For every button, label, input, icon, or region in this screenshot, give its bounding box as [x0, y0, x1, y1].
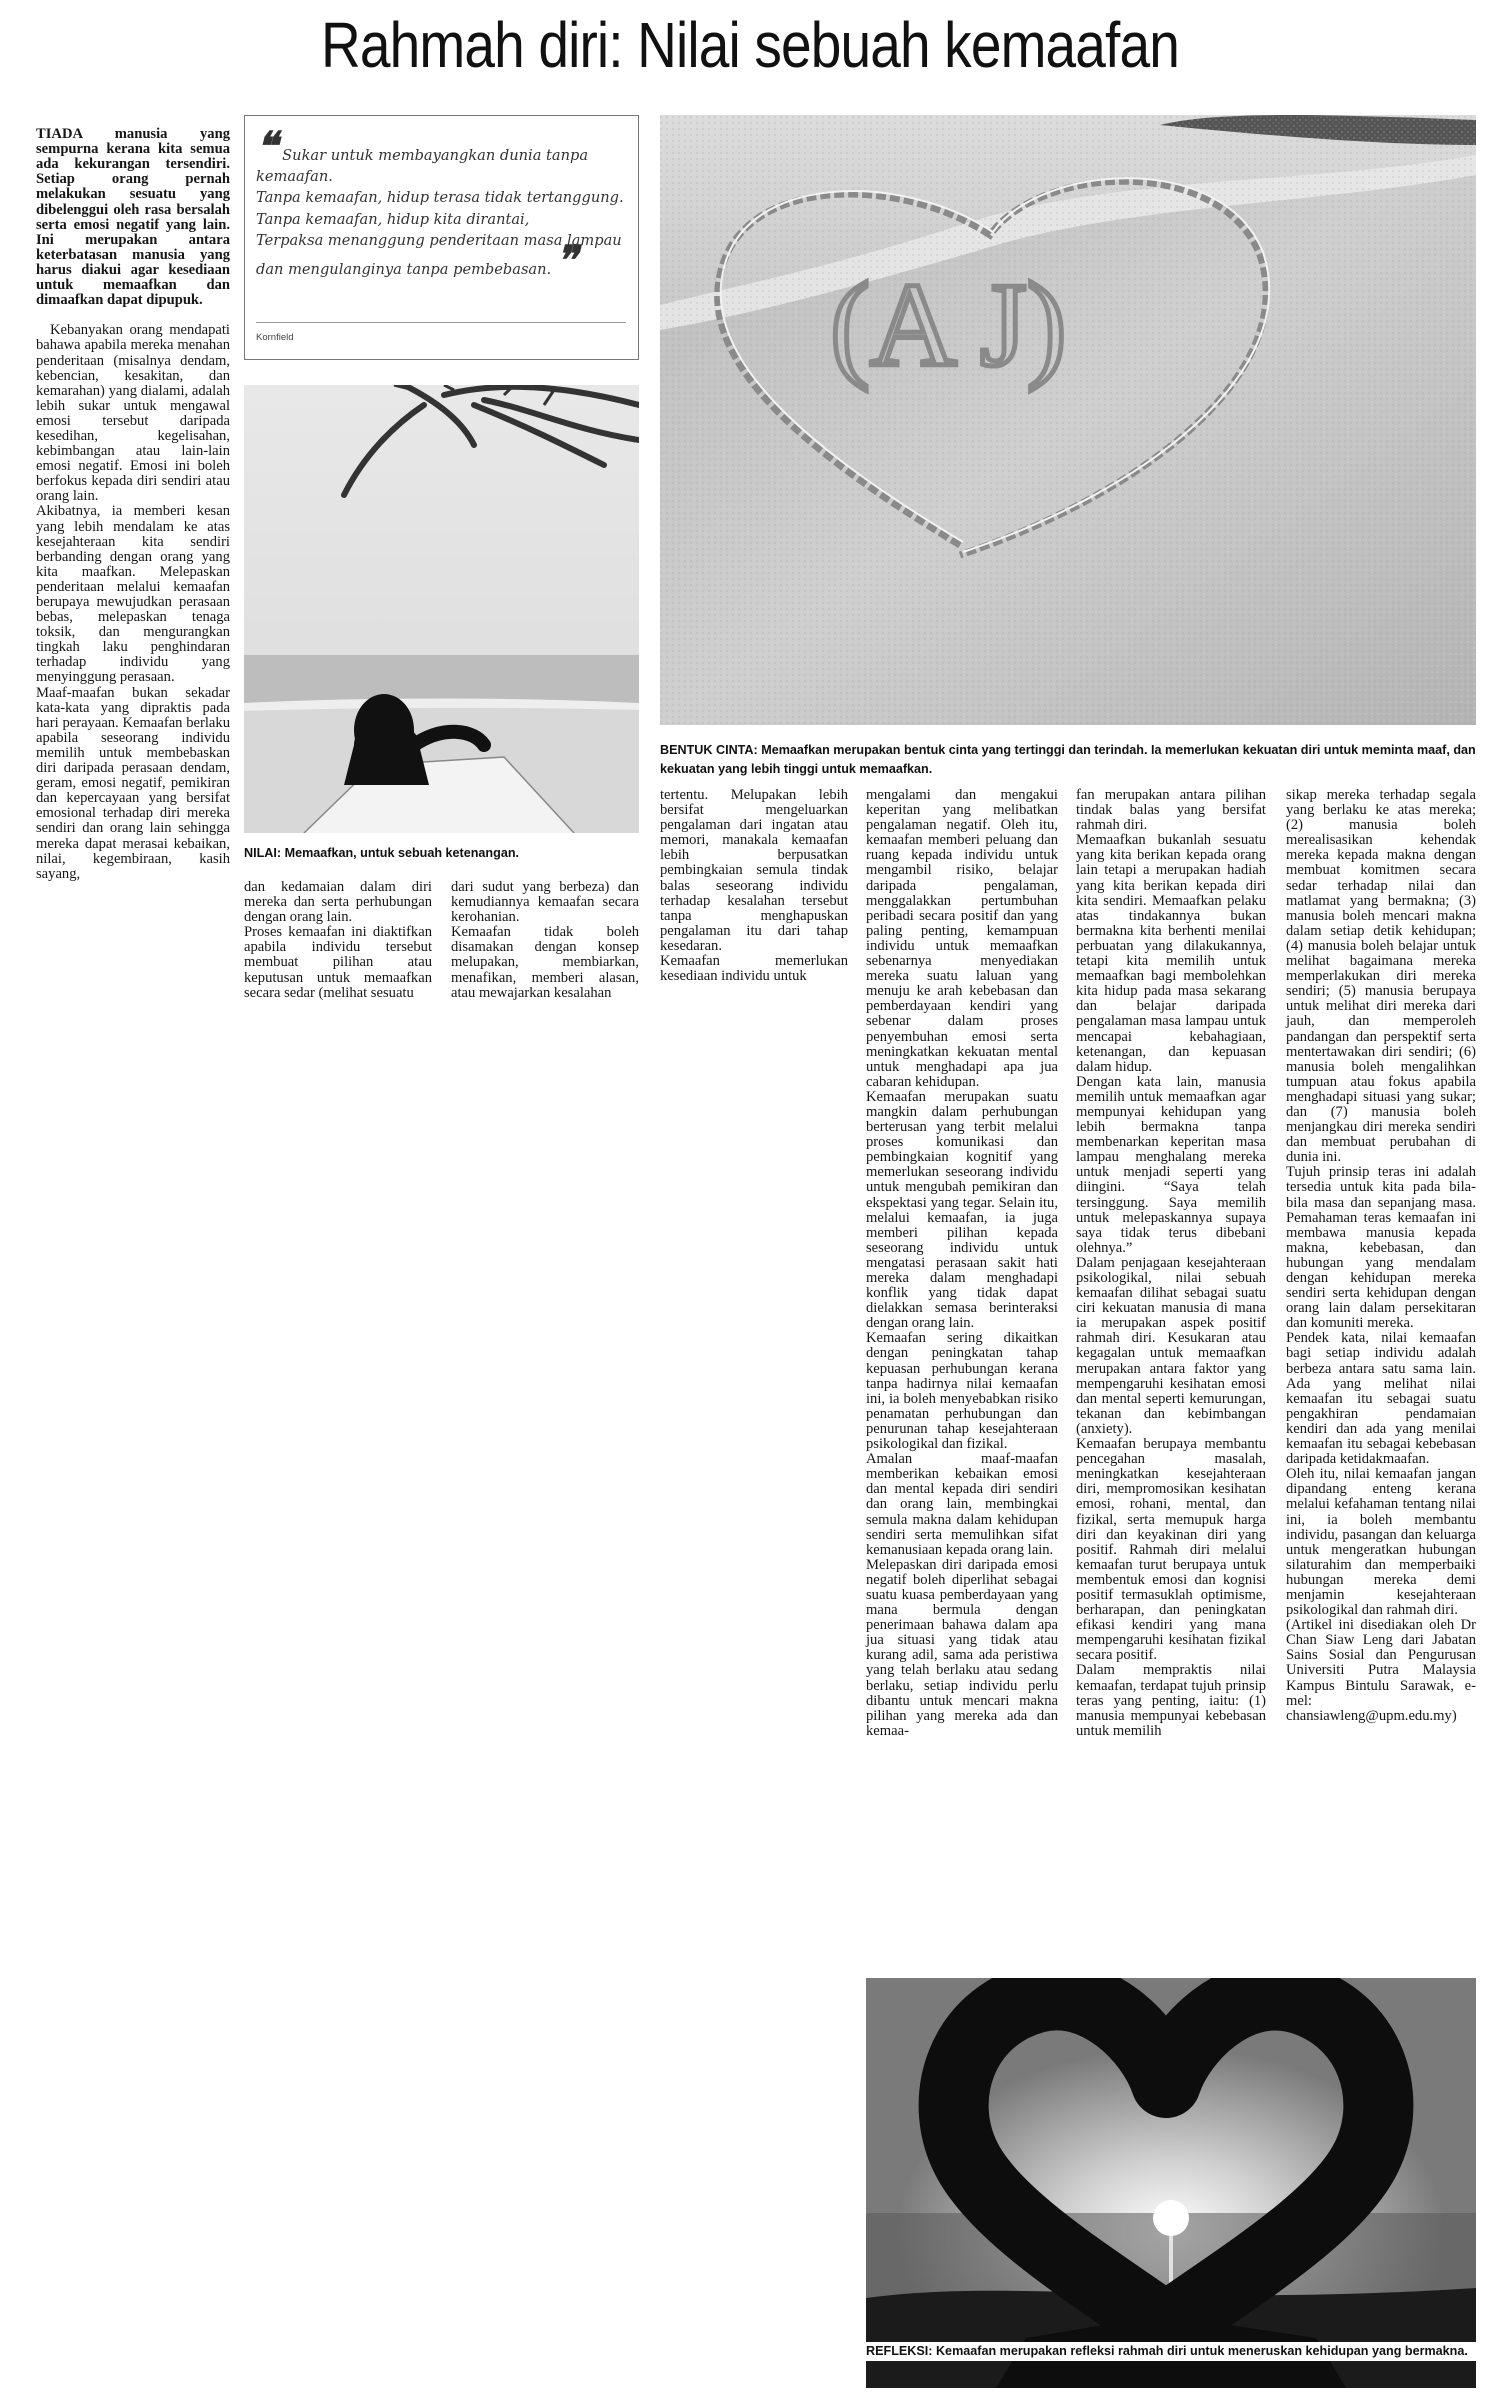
beach-photo-caption: BENTUK CINTA: Memaafkan merupakan bentuk cinta yang tertinggi dan terindah. Ia memerlukan kekuatan diri untuk meminta maaf, dan kekuatan yang lebih tinggi untuk memaafkan. — [660, 743, 1476, 776]
quote-source: Kornfield — [256, 332, 294, 343]
beach-chair-photo — [244, 385, 639, 833]
column-1 — [36, 112, 230, 897]
sand-letters: (A J) — [830, 258, 1067, 391]
quote-line: Terpaksa menanggung penderitaan masa lampau dan mengulanginya tanpa pembebasan. — [256, 231, 622, 279]
quote-divider — [256, 322, 626, 323]
quote-text — [256, 123, 626, 285]
heart-hands-image — [866, 1978, 1476, 2388]
body-text: Kebanyakan orang mendapati bahawa apabila mereka menahan penderitaan (misalnya dendam, kebencian, kesakitan, dan kemarahan) yang dialami, adalah lebih sukar untuk mengawal emosi tersebut daripada kesedihan, kegelisahan, kebimbangan atau lain-lain emosi negatif. Emosi ini boleh berfokus kepada diri sendiri atau orang lain. Akibatnya, ia memberi kesan yang lebih mendalam ke atas kesejahteraan kita sendiri berbanding dengan orang yang kita maafkan. Melepaskan penderitaan melalui kemaafan berupaya mewujudkan perasaan bebas, melepaskan tenaga toksik, dan mengurangkan tingkah laku penghindaran terhadap individu yang menyinggung perasaan. Maaf-maafan bukan sekadar kata-kata yang dipraktis pada hari perayaan. Kemaafan berlaku apabila seseorang individu memilih untuk membebaskan diri daripada perasaan dendam, geram, emosi negatif, pemikiran dan kepercayaan yang bersifat emosional terhadap diri mereka sendiri dan orang lain sehingga mereka dapat merasai kebaikan, nilai, kegembiraan, kasih sayang, — [36, 322, 230, 882]
column-2: dan kedamaian dalam diri mereka dan serta perhubungan dengan orang lain. Proses kemaafan ini diaktifkan apabila individu tersebut membuat pilihan atau keputusan untuk memaafkan secara sedar (melihat sesuatu — [244, 879, 432, 1001]
heart-photo-caption-visible: REFLEKSI: Kemaafan merupakan refleksi rahmah diri untuk meneruskan kehidupan yang bermakna. — [866, 2342, 1476, 2361]
column-3: dari sudut yang berbeza) dan kemudiannya kemaafan secara kerohanian. Kemaafan tidak boleh disamakan dengan konsep melupakan, membiarkan, menafikan, memberi alasan, atau mewajarkan kesalahan — [451, 879, 639, 1001]
column-7: sikap mereka terhadap segala yang berlaku ke atas mereka; (2) manusia boleh merealisasikan kehendak mereka kepada makna dengan membuat komitmen secara sedar terhadap nilai dan matlamat yang bermakna; (3) manusia boleh mencari makna dalam setiap detik kehidupan; (4) manusia boleh belajar untuk melihat bagaimana mereka memperlakukan diri mereka sendiri; (5) manusia berupaya untuk melihat diri mereka dari jauh, dan memperoleh pandangan dan perspektif serta mentertawakan diri sendiri; (6) manusia boleh mengalihkan tumpuan atau fokus apabila menghadapi situasi yang sukar; dan (7) manusia boleh menjangkau diri mereka sendiri dan membuat perubahan di dunia ini. Tujuh prinsip teras ini adalah tersedia untuk kita pada bila-bila masa dan sepanjang masa. Pemahaman teras kemaafan ini membawa manusia kepada makna, kebebasan, dan hubungan yang mendalam dengan kehidupan mereka sendiri serta kehidupan dengan orang lain dalam persekitaran dan komuniti mereka. Pendek kata, nilai kemaafan bagi setiap individu adalah berbeza antara satu sama lain. Ada yang melihat nilai kemaafan itu sebagai suatu pengakhiran pendamaian kendiri dan ada yang menilai kemaafan itu sebagai kebebasan daripada ketidakmaafan. Oleh itu, nilai kemaafan jangan dipandang enteng kerana melalui kefahaman tentang nilai ini, ia boleh membantu individu, pasangan dan keluarga untuk mengeratkan hubungan silaturahim dan memperbaiki hubungan mereka demi menjamin kesejahteraan psikologikal dan rahmah diri. (Artikel ini disediakan oleh Dr Chan Siaw Leng dari Jabatan Sains Sosial dan Pengurusan Universiti Putra Malaysia Kampus Bintulu Sarawak, e-mel: chansiawleng@upm.edu.my) — [1286, 787, 1476, 1724]
beach-heart-photo — [660, 115, 1476, 725]
open-quote-icon: ❝ — [256, 123, 278, 170]
quote-line: Tanpa kemaafan, hidup kita dirantai, — [256, 210, 530, 228]
column-5: mengalami dan mengakui keperitan yang melibatkan pengalaman negatif. Oleh itu, kemaafan memberi peluang dan ruang kepada individu untuk mengambil risiko, belajar daripada pengalaman, menggalakkan pertumbuhan peribadi secara positif dan yang paling penting, kemampuan individu untuk memaafkan sebenarnya menyediakan mereka suatu laluan yang menuju ke arah kebebasan dan pemberdayaan kendiri yang sebenar dalam proses penyembuhan emosi serta meningkatkan kekuatan mental untuk menghadapi apa jua cabaran kehidupan. Kemaafan merupakan suatu mangkin dalam perhubungan berterusan yang terbit melalui proses komunikasi dan pembingkaian kognitif yang memerlukan seseorang individu untuk mengubah pemikiran dan ekspektasi yang tegar. Selain itu, melalui kemaafan, ia juga memberi pilihan kepada seseorang individu untuk mengatasi perasaan sakit hati mereka dalam menghadapi konflik yang tidak dapat dielakkan semasa berinteraksi dengan orang lain. Kemaafan sering dikaitkan dengan peningkatan tahap kepuasan perhubungan kerana tanpa hadirnya nilai kemaafan ini, ia boleh menyebabkan risiko penamatan perhubungan dan penurunan tahap kesejahteraan psikologikal dan fizikal. Amalan maaf-maafan memberikan kebaikan emosi dan mental kepada diri sendiri dan orang lain, membingkai semula makna dalam kehidupan sendiri serta memulihkan sifat kemanusiaan kepada orang lain. Melepaskan diri daripada emosi negatif boleh diperlihat sebagai suatu kuasa pemberdayaan yang mana bermula dengan penerimaan bahawa dalam apa jua situasi yang tidak atau kurang adil, sama ada peristiwa yang telah berlaku atau sedang berlaku, setiap individu perlu dibantu untuk mencari makna pilihan yang mereka ada dan kemaa- — [866, 787, 1058, 1739]
quote-line: Sukar untuk membayangkan dunia tanpa kemaafan. — [256, 147, 589, 186]
quote-line: Tanpa kemaafan, hidup terasa tidak tertanggung. — [256, 189, 624, 207]
close-quote-icon: ❞ — [555, 237, 578, 285]
column-4: tertentu. Melupakan lebih bersifat mengeluarkan pengalaman dari ingatan atau memori, manakala kemaafan lebih berpusatkan pembingkaian semula tindak balas seseorang individu terhadap kesalahan tersebut tanpa menghapuskan pengalaman itu dari tahap kesedaran. Kemaafan memerlukan kesediaan individu untuk — [660, 787, 848, 985]
heart-hands-photo — [866, 1978, 1476, 2388]
chair-photo-caption: NILAI: Memaafkan, untuk sebuah ketenangan. — [244, 846, 520, 860]
lead-paragraph: TIADA manusia yang sempurna kerana kita semua ada kekurangan tersendiri. Setiap orang pernah melakukan sesuatu yang dibelenggui oleh rasa bersalah serta emosi negatif yang lain. Ini merupakan antara keterbatasan manusia yang harus diakui agar kesediaan untuk memaafkan dan dimaafkan dapat dipupuk. — [36, 126, 230, 309]
article-title: Rahmah diri: Nilai sebuah kemaafan — [321, 9, 1179, 81]
beach-heart-image — [660, 115, 1476, 725]
beach-chair-image — [244, 385, 639, 833]
column-6: fan merupakan antara pilihan tindak balas yang bersifat rahmah diri. Memaafkan bukanlah sesuatu yang kita berikan kepada orang lain tetapi a merupakan hadiah yang kita berikan kepada diri kita sendiri. Memaafkan pelaku atas tindakannya bukan bermakna kita berhenti menilai perbuatan yang dilakukannya, tetapi kita memilih untuk memaafkan bagi membolehkan kita hidup pada masa sekarang dan belajar daripada pengalaman masa lampau untuk mencapai kebahagiaan, ketenangan, dan kepuasan dalam hidup. Dengan kata lain, manusia memilih untuk memaafkan agar mempunyai kehidupan yang lebih bermakna tanpa membenarkan keperitan masa lampau menghalang mereka untuk menjadi seperti yang diingini. “Saya telah tersinggung. Saya memilih untuk melepaskannya supaya saya tidak terus dibebani olehnya.” Dalam penjagaan kesejahteraan psikologikal, nilai sebuah kemaafan dilihat sebagai suatu ciri kekuatan manusia di mana ia merupakan aspek positif rahmah diri. Kesukaran atau kegagalan untuk memaafkan merupakan antara faktor yang mempengaruhi kesihatan emosi dan mental seperti kemurungan, tekanan dan kebimbangan (anxiety). Kemaafan berupaya membantu pencegahan masalah, meningkatkan kesejahteraan diri, mempromosikan kesihatan emosi, rohani, mental, dan fizikal, serta memupuk harga diri dan keyakinan diri yang positif. Rahmah diri melalui kemaafan turut berupaya untuk membentuk emosi dan kognisi positif termasuklah optimisme, berharapan, dan peningkatan efikasi kendiri yang mana mempengaruhi kesihatan fizikal secara positif. Dalam mempraktis nilai kemaafan, terdapat tujuh prinsip teras yang penting, iaitu: (1) manusia mempunyai kebebasan untuk memilih — [1076, 787, 1266, 1739]
